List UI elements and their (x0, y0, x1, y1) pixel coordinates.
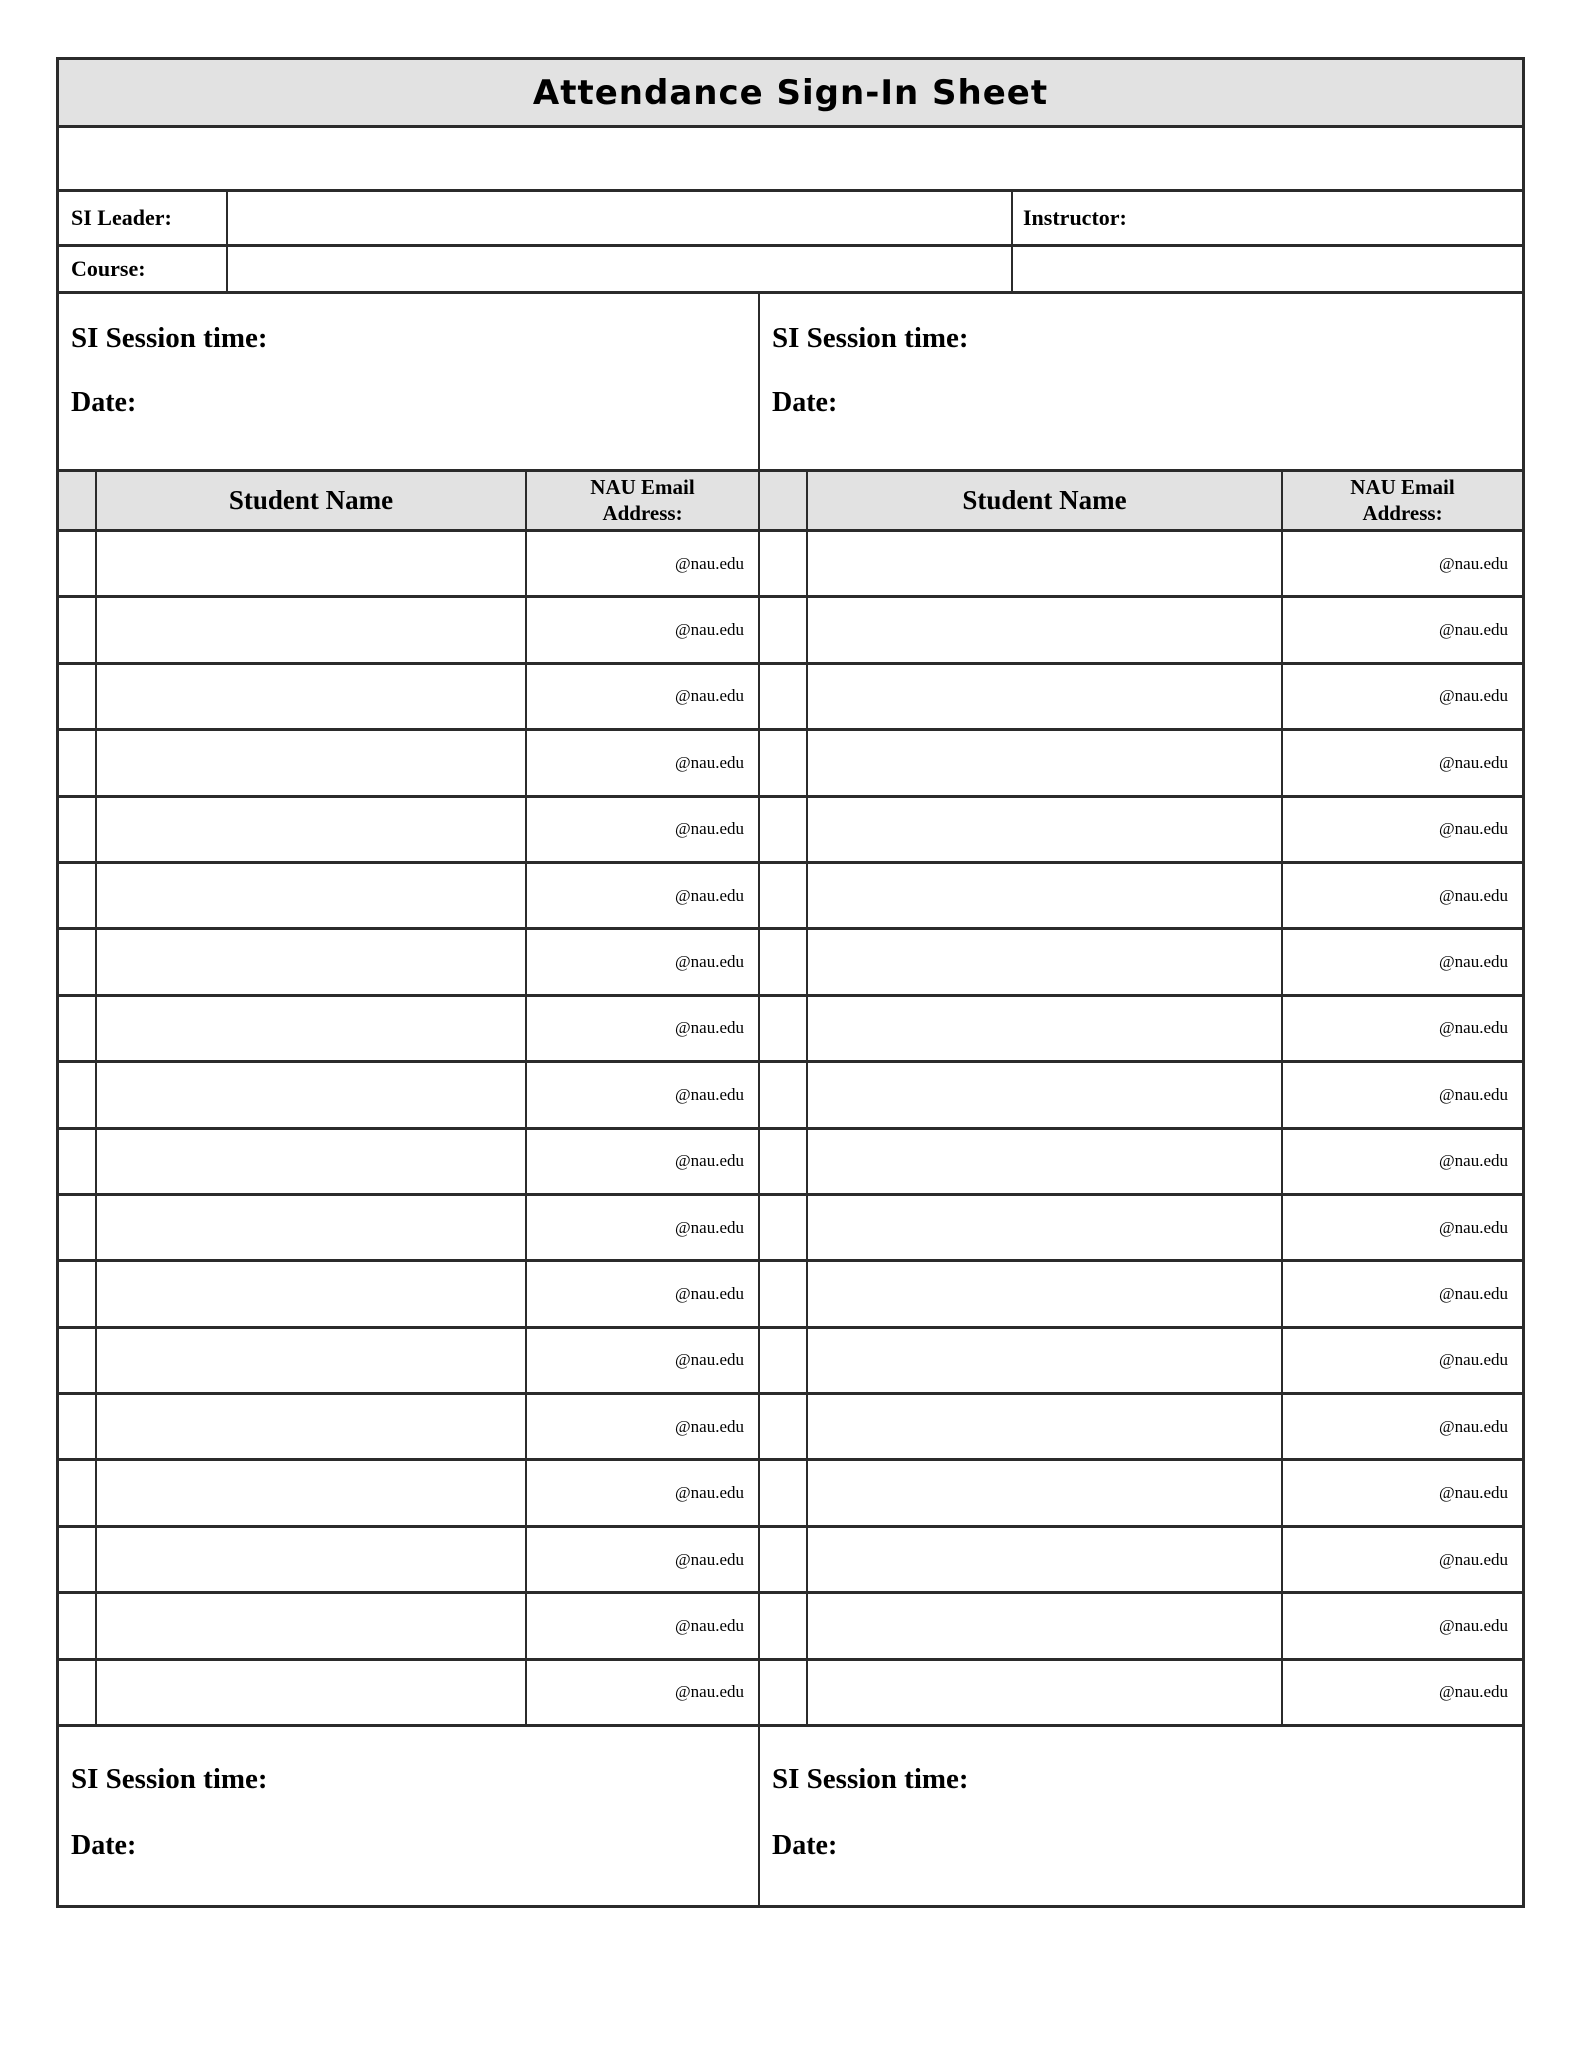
email-header-right-cell (1283, 472, 1522, 529)
table-row (59, 1130, 1522, 1196)
table-row (59, 1661, 1522, 1727)
student-name-cell-left[interactable] (97, 532, 527, 595)
email-cell-right[interactable] (1283, 997, 1522, 1060)
email-suffix-left: @nau.edu (675, 1283, 744, 1303)
row-marker-cell-left[interactable] (59, 1329, 97, 1392)
student-name-cell-left[interactable] (97, 1461, 527, 1524)
row-marker-cell-right[interactable] (760, 665, 808, 728)
email-suffix-right: @nau.edu (1439, 1483, 1508, 1503)
top-session-row (59, 294, 1522, 472)
row-marker-cell-left[interactable] (59, 798, 97, 861)
email-suffix-right: @nau.edu (1439, 1283, 1508, 1303)
email-suffix-left: @nau.edu (675, 1217, 744, 1237)
student-name-cell-right[interactable] (808, 1329, 1283, 1392)
email-suffix-left: @nau.edu (675, 885, 744, 905)
row-marker-cell-left[interactable] (59, 731, 97, 794)
student-name-cell-right[interactable] (808, 1196, 1283, 1259)
student-name-cell-left[interactable] (97, 798, 527, 861)
table-row (59, 1461, 1522, 1527)
email-suffix-right: @nau.edu (1439, 1350, 1508, 1370)
student-name-cell-left[interactable] (97, 997, 527, 1060)
student-name-cell-right[interactable] (808, 1461, 1283, 1524)
row-marker-cell-left[interactable] (59, 1528, 97, 1591)
row-marker-cell-left[interactable] (59, 1594, 97, 1657)
bottom-session-row (59, 1727, 1522, 1905)
email-cell-left[interactable] (527, 864, 760, 927)
student-name-cell-right[interactable] (808, 1528, 1283, 1591)
email-cell-right[interactable] (1283, 598, 1522, 661)
row-marker-cell-right[interactable] (760, 1461, 808, 1524)
email-cell-right[interactable] (1283, 665, 1522, 728)
email-cell-right[interactable] (1283, 532, 1522, 595)
email-suffix-left: @nau.edu (675, 1350, 744, 1370)
email-cell-right[interactable] (1283, 1063, 1522, 1126)
email-suffix-right: @nau.edu (1439, 1084, 1508, 1104)
session-box-bottom-right[interactable] (760, 1727, 1522, 1905)
email-cell-right[interactable] (1283, 1661, 1522, 1724)
email-suffix-right: @nau.edu (1439, 553, 1508, 573)
row-marker-cell-right[interactable] (760, 598, 808, 661)
email-suffix-left: @nau.edu (675, 1018, 744, 1038)
session-time-label: SI Session time: (772, 1763, 969, 1796)
email-cell-left[interactable] (527, 930, 760, 993)
email-cell-left[interactable] (527, 1395, 760, 1458)
table-row (59, 1063, 1522, 1129)
email-cell-right[interactable] (1283, 731, 1522, 794)
email-suffix-left: @nau.edu (675, 752, 744, 772)
email-cell-left[interactable] (527, 997, 760, 1060)
email-cell-right[interactable] (1283, 1196, 1522, 1259)
row-marker-cell-right[interactable] (760, 1130, 808, 1193)
email-header-left-cell (527, 472, 760, 529)
si-leader-label: SI Leader: (59, 192, 228, 244)
student-name-cell-right[interactable] (808, 864, 1283, 927)
row-marker-cell-right[interactable] (760, 1395, 808, 1458)
row-marker-cell-right[interactable] (760, 1063, 808, 1126)
row-marker-cell-right[interactable] (760, 997, 808, 1060)
course-value-field[interactable] (228, 247, 1013, 291)
email-cell-right[interactable] (1283, 1461, 1522, 1524)
email-suffix-left: @nau.edu (675, 1615, 744, 1635)
row-marker-cell-left[interactable] (59, 1461, 97, 1524)
table-row (59, 997, 1522, 1063)
email-cell-left[interactable] (527, 665, 760, 728)
sheet-title: Attendance Sign-In Sheet (532, 72, 1049, 113)
table-row (59, 1329, 1522, 1395)
blank-row (59, 128, 1522, 192)
row-marker-cell-right[interactable] (760, 930, 808, 993)
email-cell-left[interactable] (527, 1329, 760, 1392)
table-row (59, 1528, 1522, 1594)
email-suffix-left: @nau.edu (675, 686, 744, 706)
student-name-cell-left[interactable] (97, 731, 527, 794)
session-box-top-left[interactable] (59, 294, 760, 469)
course-label: Course: (59, 247, 228, 291)
email-suffix-left: @nau.edu (675, 952, 744, 972)
row-marker-cell-left[interactable] (59, 997, 97, 1060)
student-name-cell-right[interactable] (808, 1594, 1283, 1657)
email-header-left: NAU Email Address: (590, 475, 695, 525)
session-date-label: Date: (772, 387, 838, 418)
table-row (59, 1594, 1522, 1660)
row-marker-cell-right[interactable] (760, 532, 808, 595)
email-suffix-right: @nau.edu (1439, 1682, 1508, 1702)
email-suffix-left: @nau.edu (675, 553, 744, 573)
table-row (59, 532, 1522, 598)
email-suffix-right: @nau.edu (1439, 1018, 1508, 1038)
email-suffix-left: @nau.edu (675, 1549, 744, 1569)
student-name-cell-right[interactable] (808, 532, 1283, 595)
student-name-cell-right[interactable] (808, 1661, 1283, 1724)
row-marker-cell-left[interactable] (59, 1661, 97, 1724)
student-name-cell-left[interactable] (97, 1395, 527, 1458)
email-header-right: NAU Email Address: (1350, 475, 1455, 525)
session-time-label: SI Session time: (772, 322, 969, 354)
row-marker-cell-left[interactable] (59, 930, 97, 993)
email-suffix-right: @nau.edu (1439, 885, 1508, 905)
instructor-label: Instructor: (1023, 205, 1127, 230)
student-name-cell-right[interactable] (808, 930, 1283, 993)
student-name-cell-right[interactable] (808, 731, 1283, 794)
student-name-cell-left[interactable] (97, 864, 527, 927)
table-row (59, 1395, 1522, 1461)
row-marker-cell-right[interactable] (760, 864, 808, 927)
email-suffix-right: @nau.edu (1439, 686, 1508, 706)
email-suffix-right: @nau.edu (1439, 1615, 1508, 1635)
student-name-cell-left[interactable] (97, 930, 527, 993)
student-name-cell-left[interactable] (97, 598, 527, 661)
session-time-label: SI Session time: (71, 1763, 268, 1796)
email-suffix-left: @nau.edu (675, 1151, 744, 1171)
student-name-cell-left[interactable] (97, 1063, 527, 1126)
email-cell-right[interactable] (1283, 1528, 1522, 1591)
row-marker-cell-left[interactable] (59, 1395, 97, 1458)
row-marker-cell-left[interactable] (59, 864, 97, 927)
student-name-cell-right[interactable] (808, 665, 1283, 728)
row-marker-cell-right[interactable] (760, 1196, 808, 1259)
email-cell-right[interactable] (1283, 798, 1522, 861)
student-name-cell-right[interactable] (808, 1063, 1283, 1126)
si-leader-value-field[interactable] (228, 192, 1013, 244)
row-marker-cell-left[interactable] (59, 1262, 97, 1325)
email-suffix-right: @nau.edu (1439, 1217, 1508, 1237)
session-time-label: SI Session time: (71, 322, 268, 354)
row-marker-cell-right[interactable] (760, 1262, 808, 1325)
course-row (59, 247, 1522, 294)
email-cell-right[interactable] (1283, 864, 1522, 927)
email-suffix-left: @nau.edu (675, 1682, 744, 1702)
email-suffix-right: @nau.edu (1439, 752, 1508, 772)
row-marker-cell-left[interactable] (59, 1063, 97, 1126)
table-row (59, 1262, 1522, 1328)
email-suffix-left: @nau.edu (675, 620, 744, 640)
email-suffix-left: @nau.edu (675, 819, 744, 839)
row-marker-cell-left[interactable] (59, 598, 97, 661)
student-name-cell-right[interactable] (808, 1130, 1283, 1193)
email-cell-left[interactable] (527, 731, 760, 794)
student-name-header-right: Student Name (808, 472, 1283, 529)
row-marker-cell-right[interactable] (760, 731, 808, 794)
email-cell-right[interactable] (1283, 1130, 1522, 1193)
email-cell-right[interactable] (1283, 1329, 1522, 1392)
table-row (59, 864, 1522, 930)
title-bar (59, 60, 1522, 128)
email-cell-left[interactable] (527, 1063, 760, 1126)
row-marker-cell-left[interactable] (59, 1130, 97, 1193)
session-box-bottom-left[interactable] (59, 1727, 760, 1905)
email-suffix-right: @nau.edu (1439, 952, 1508, 972)
email-suffix-right: @nau.edu (1439, 1549, 1508, 1569)
attendance-sheet (56, 57, 1525, 1908)
student-name-cell-left[interactable] (97, 1130, 527, 1193)
student-name-cell-left[interactable] (97, 1196, 527, 1259)
student-name-cell-right[interactable] (808, 798, 1283, 861)
leader-instructor-row (59, 192, 1522, 247)
row-marker-cell-left[interactable] (59, 532, 97, 595)
table-header-row (59, 472, 1522, 532)
email-cell-left[interactable] (527, 598, 760, 661)
instructor-value-area[interactable] (1013, 247, 1522, 291)
student-name-cell-left[interactable] (97, 1594, 527, 1657)
table-row (59, 731, 1522, 797)
table-row (59, 598, 1522, 664)
email-cell-left[interactable] (527, 1594, 760, 1657)
student-name-cell-left[interactable] (97, 665, 527, 728)
email-suffix-left: @nau.edu (675, 1084, 744, 1104)
email-cell-right[interactable] (1283, 1594, 1522, 1657)
email-cell-left[interactable] (527, 1461, 760, 1524)
session-box-top-right[interactable] (760, 294, 1522, 469)
email-suffix-right: @nau.edu (1439, 1151, 1508, 1171)
email-cell-right[interactable] (1283, 1262, 1522, 1325)
student-name-cell-right[interactable] (808, 598, 1283, 661)
row-marker-cell-right[interactable] (760, 798, 808, 861)
email-suffix-right: @nau.edu (1439, 1416, 1508, 1436)
table-row (59, 930, 1522, 996)
student-name-cell-left[interactable] (97, 1661, 527, 1724)
email-cell-left[interactable] (527, 1262, 760, 1325)
table-row (59, 665, 1522, 731)
student-name-header-left: Student Name (97, 472, 527, 529)
email-suffix-left: @nau.edu (675, 1416, 744, 1436)
email-cell-left[interactable] (527, 1528, 760, 1591)
student-name-cell-left[interactable] (97, 1528, 527, 1591)
email-suffix-right: @nau.edu (1439, 819, 1508, 839)
student-name-cell-right[interactable] (808, 997, 1283, 1060)
student-name-cell-left[interactable] (97, 1262, 527, 1325)
email-cell-left[interactable] (527, 532, 760, 595)
email-cell-right[interactable] (1283, 1395, 1522, 1458)
email-cell-right[interactable] (1283, 930, 1522, 993)
row-marker-header-cell (59, 472, 97, 529)
email-cell-left[interactable] (527, 1130, 760, 1193)
row-marker-cell-left[interactable] (59, 665, 97, 728)
row-marker-cell-right[interactable] (760, 1661, 808, 1724)
row-marker-cell-right[interactable] (760, 1329, 808, 1392)
table-row (59, 798, 1522, 864)
table-row (59, 1196, 1522, 1262)
email-cell-left[interactable] (527, 1661, 760, 1724)
student-name-cell-left[interactable] (97, 1329, 527, 1392)
email-suffix-left: @nau.edu (675, 1483, 744, 1503)
session-date-label: Date: (772, 1830, 838, 1862)
student-name-cell-right[interactable] (808, 1395, 1283, 1458)
row-marker-cell-right[interactable] (760, 1594, 808, 1657)
row-marker-cell-left[interactable] (59, 1196, 97, 1259)
row-marker-header-cell (760, 472, 808, 529)
email-cell-left[interactable] (527, 1196, 760, 1259)
student-name-cell-right[interactable] (808, 1262, 1283, 1325)
email-suffix-right: @nau.edu (1439, 620, 1508, 640)
row-marker-cell-right[interactable] (760, 1528, 808, 1591)
email-cell-left[interactable] (527, 798, 760, 861)
session-date-label: Date: (71, 1830, 137, 1862)
session-date-label: Date: (71, 387, 137, 418)
